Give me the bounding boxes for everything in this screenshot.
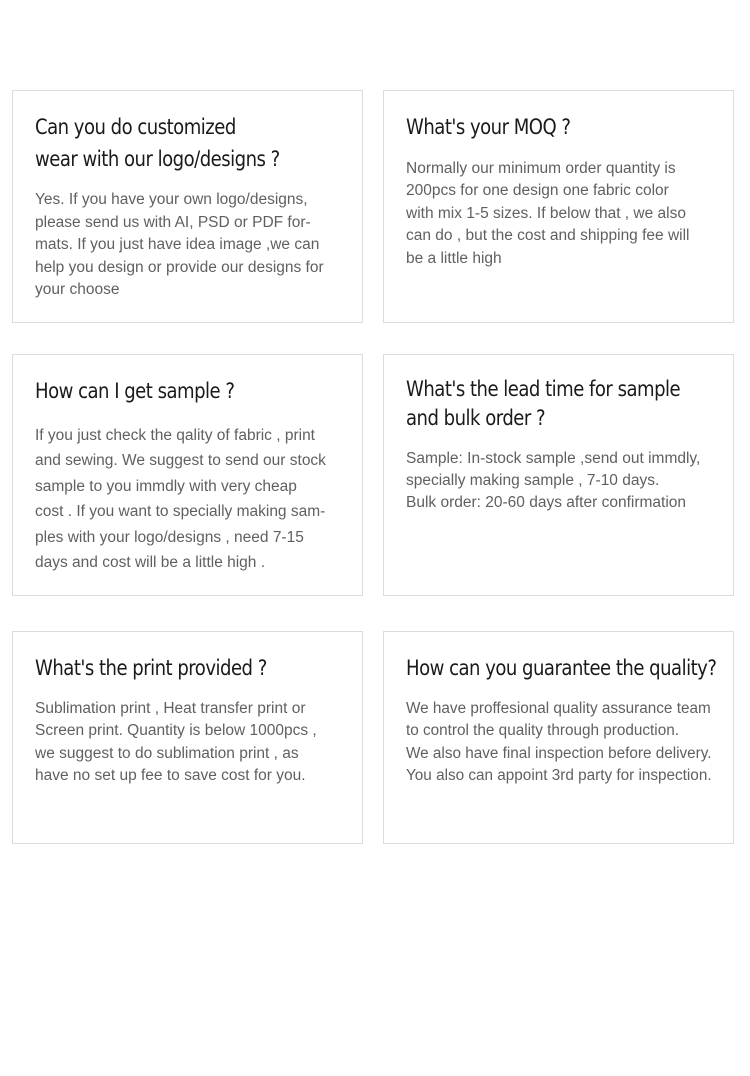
- faq-question: What's your MOQ ?: [406, 115, 571, 139]
- faq-card-customized-wear: [12, 90, 363, 323]
- faq-answer: If you just check the qality of fabric , print and sewing. We suggest to send our stock sample to you immdly with very cheap cost . If you want to specially making sam- ples with your logo/designs , need 7-15 days and cost will be a little high .: [35, 427, 326, 572]
- faq-card-moq: [383, 90, 734, 323]
- faq-question: How can you guarantee the quality?: [406, 656, 717, 680]
- faq-card-quality: [383, 631, 734, 844]
- faq-answer: Sample: In-stock sample ,send out immdly, specially making sample , 7-10 days. Bulk order: 20-60 days after confirmation: [406, 450, 701, 512]
- faq-answer: Sublimation print , Heat transfer print or Screen print. Quantity is below 1000pcs , we suggest to do sublimation print , as have no set up fee to save cost for you.: [35, 700, 317, 785]
- faq-question: How can I get sample ?: [35, 379, 235, 403]
- faq-answer: We have proffesional quality assurance team to control the quality through production. We also have final inspection before delivery. You also can appoint 3rd party for inspection.: [406, 700, 712, 785]
- faq-card-lead-time: [383, 354, 734, 596]
- faq-card-print: [12, 631, 363, 844]
- faq-answer: Normally our minimum order quantity is 200pcs for one design one fabric color with mix 1-5 sizes. If below that , we also can do , but the cost and shipping fee will be a little high: [406, 160, 690, 267]
- faq-question: What's the print provided ?: [35, 656, 267, 680]
- faq-card-sample: [12, 354, 363, 596]
- faq-question: What's the lead time for sample and bulk order ?: [406, 377, 681, 430]
- faq-question: Can you do customized wear with our logo/designs ?: [35, 115, 280, 171]
- faq-answer: Yes. If you have your own logo/designs, please send us with AI, PSD or PDF for- mats. If you just have idea image ,we can help you design or provide our designs for your choose: [35, 191, 324, 299]
